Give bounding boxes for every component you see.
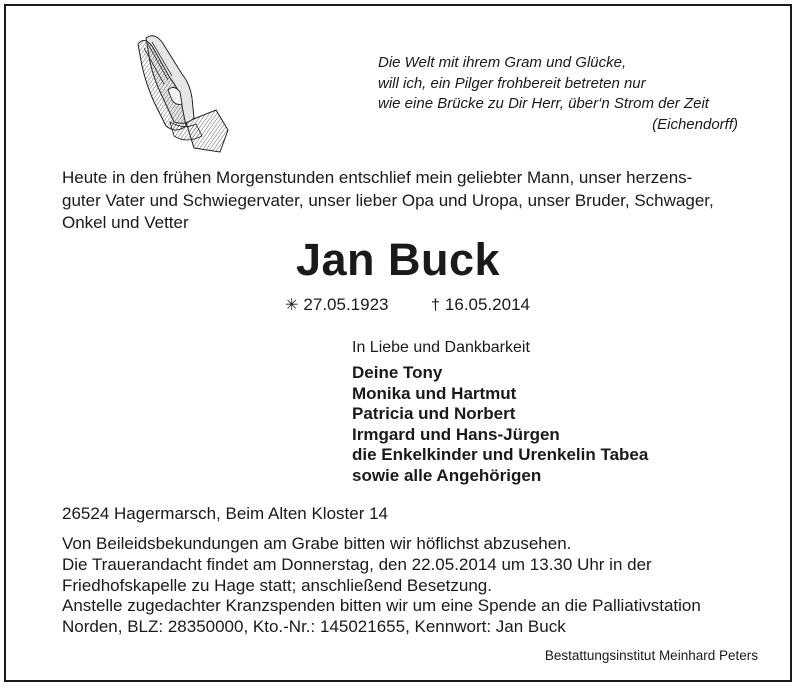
birth-symbol-icon: ✳	[285, 297, 299, 314]
birth-date: 27.05.1923	[303, 295, 389, 314]
mourners-list	[352, 363, 648, 486]
notes-line: Von Beileidsbekundungen am Grabe bitten wir höflichst abzusehen.	[62, 534, 572, 553]
deceased-name: Jan Buck	[295, 234, 501, 285]
notes-line: Norden, BLZ: 28350000, Kto.-Nr.: 145021655, Kennwort: Jan Buck	[62, 617, 566, 637]
funeral-notes	[62, 534, 782, 638]
mourner-name: sowie alle Angehörigen	[352, 465, 542, 485]
poem-line: wie eine Brücke zu Dir Herr, über‘n Strom der Zeit	[378, 95, 709, 112]
cross-icon: †	[431, 297, 440, 314]
mourner-name: Monika und Hartmut	[352, 383, 517, 403]
poem	[378, 53, 748, 135]
poem-line: will ich, ein Pilger frohbereit betreten nur	[378, 74, 646, 92]
announcement-line: Heute in den frühen Morgenstunden entschlief mein geliebter Mann, unser herzens-	[62, 168, 693, 187]
poem-author: (Eichendorff)	[652, 115, 738, 133]
mourner-name: Patricia und Norbert	[352, 404, 516, 423]
obituary-notice	[4, 4, 792, 682]
notes-line: Friedhofskapelle zu Hage statt; anschließend Besetzung.	[62, 575, 492, 595]
announcement-line: guter Vater und Schwiegervater, unser lieber Opa und Uropa, unser Bruder, Schwager,	[62, 190, 714, 210]
announcement-line: Onkel und Vetter	[62, 213, 189, 232]
mourners-intro: In Liebe und Dankbarkeit	[352, 339, 530, 356]
notes-line: Anstelle zugedachter Kranzspenden bitten wir um eine Spende an die Palliativstation	[62, 596, 701, 616]
death-date: 16.05.2014	[444, 295, 530, 314]
death-date-line	[431, 295, 530, 315]
praying-hands-icon	[124, 26, 244, 156]
undertaker-name: Bestattungsinstitut Meinhard Peters	[544, 648, 758, 663]
mourner-name: Deine Tony	[352, 363, 443, 382]
birth-date-line	[285, 295, 389, 315]
notes-line: Die Trauerandacht findet am Donnerstag, den 22.05.2014 um 13.30 Uhr in der	[62, 554, 652, 574]
mourner-name: die Enkelkinder und Urenkelin Tabea	[352, 445, 649, 464]
mourner-name: Irmgard und Hans-Jürgen	[352, 424, 560, 444]
announcement-text	[62, 167, 782, 235]
address: 26524 Hagermarsch, Beim Alten Kloster 14	[62, 504, 389, 523]
poem-line: Die Welt mit ihrem Gram und Glücke,	[378, 54, 627, 71]
